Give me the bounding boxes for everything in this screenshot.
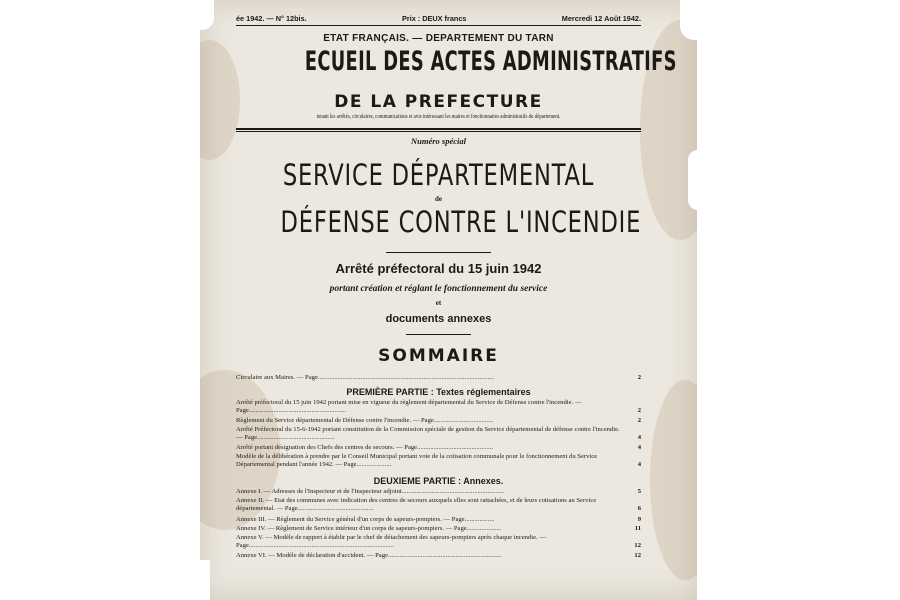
state-department-line: ETAT FRANÇAIS. — DEPARTEMENT DU TARN: [323, 33, 554, 44]
decree-title: Arrêté préfectoral du 15 juin 1942: [335, 261, 542, 276]
toc-entry-page: 12: [634, 552, 641, 559]
toc-entry-page: 9: [637, 516, 641, 523]
toc-entry-text: Annexe VI. — Modèle de déclaration d'accident. — Page.....................................................................: [236, 552, 502, 559]
service-title-line2: DÉFENSE CONTRE L'INCENDIE: [280, 205, 642, 239]
toc-entry-page: 4: [637, 444, 641, 451]
part-one-heading: PREMIÈRE PARTIE : Textes réglementaires: [346, 387, 531, 397]
toc-entry-page: 5: [637, 488, 641, 495]
toc-entry-text: Règlement du Service départemental de Défense contre l'incendie. — Page....................................: [236, 417, 494, 424]
torn-corner: [200, 0, 214, 30]
decree-connector: et: [435, 299, 442, 307]
toc-entry-page: 11: [634, 525, 641, 532]
issue-number: ée 1942. — N° 12bis.: [236, 13, 307, 23]
decree-description: portant création et réglant le fonctionnement du service: [329, 284, 548, 294]
toc-entry-text: Annexe III. — Règlement du Service général d'un corps de sapeurs-pompiers. — Page..................: [236, 516, 495, 523]
toc-entry: [236, 497, 641, 512]
publication-subtitle: DE LA PREFECTURE: [334, 92, 543, 112]
toc-entry: [236, 399, 641, 414]
service-title-connector: de: [435, 195, 442, 203]
toc-entry: [236, 426, 641, 441]
toc-entry-page: 12: [634, 541, 641, 549]
toc-entry-page: 2: [637, 374, 641, 381]
toc-entry: [236, 488, 641, 495]
toc-entry-page: 6: [637, 504, 641, 512]
part-two-heading: DEUXIEME PARTIE : Annexes.: [373, 476, 504, 486]
toc-entry-page: 4: [637, 460, 641, 468]
toc-entry-page: 2: [637, 417, 641, 424]
toc-entry-text: Annexe V. — Modèle de rapport à établir par le chef de détachement des sapeurs-pompiers après chaque incendie. — Page........................................................................................: [236, 534, 546, 549]
torn-edge: [688, 150, 697, 210]
toc-entry: [236, 516, 641, 523]
toc-entry: [236, 417, 641, 424]
divider: [236, 128, 641, 130]
toc-entry: [236, 374, 641, 381]
price: Prix : DEUX francs: [401, 13, 467, 23]
torn-corner: [680, 0, 697, 40]
water-stain: [650, 380, 697, 580]
toc-entry-text: Arrêté préfectoral du 15 juin 1942 portant mise en vigueur du règlement départemental du Service de Défense contre l'incendie. — Page...........................................................: [236, 399, 582, 414]
annexed-documents-label: documents annexes: [385, 313, 492, 325]
publication-tagline: tenant les arrêtés, circulaires, communications et avis intéressant les maires et fonctionnaires administratifs du département.: [316, 114, 561, 120]
toc-entry-page: 4: [637, 433, 641, 441]
toc-entry-text: Arrêté portant désignation des Chefs des centres de secours. — Page..............................................: [236, 444, 493, 451]
service-title-line1: SERVICE DÉPARTEMENTAL: [282, 158, 595, 192]
water-stain: [200, 40, 240, 160]
toc-entry-page: 2: [637, 406, 641, 414]
toc-entry: [236, 453, 641, 468]
masthead: [236, 11, 641, 26]
publication-title: ECUEIL DES ACTES ADMINISTRATIFS: [304, 46, 677, 77]
toc-entry-text: Annexe IV. — Règlement de Service intérieur d'un corps de sapeurs-pompiers. — Page.....................: [236, 525, 502, 532]
issue-date: Mercredi 12 Août 1942.: [561, 13, 641, 23]
document-page: [200, 0, 697, 600]
toc-entry: [236, 525, 641, 532]
toc-entry-text: Arrêté Préfectoral du 15-6-1942 portant constitution de la Commission spéciale de gestion du Service départemental de défense contre l'incendie. — Page...............................................: [236, 426, 620, 441]
toc-entry-text: Annexe II. — Etat des communes avec indication des centres de secours auxquels elles sont rattachées, et de leurs cotisations au Service départemental. — Page..............................................: [236, 497, 597, 512]
table-of-contents-heading: SOMMAIRE: [378, 346, 499, 366]
toc-entry-text: Modèle de la délibération à prendre par le Conseil Municipal portant vote de la cotisation communale pour le fonctionnement du Service Départemental pendant l'année 1942. — Page.....................: [236, 453, 598, 468]
toc-entry-text: Circulaire aux Maires. — Page...........................................................................................................: [236, 374, 495, 381]
torn-edge: [200, 560, 210, 600]
short-divider: [386, 252, 491, 253]
toc-entry: [236, 552, 641, 559]
toc-entry-text: Annexe I. — Adresses de l'Inspecteur et de l'Inspecteur adjoint..............................................................: [236, 488, 504, 495]
short-divider: [406, 334, 471, 335]
toc-entry: [236, 444, 641, 451]
divider: [236, 131, 641, 132]
special-issue-label: Numéro spécial: [410, 136, 466, 146]
toc-entry: [236, 534, 641, 549]
